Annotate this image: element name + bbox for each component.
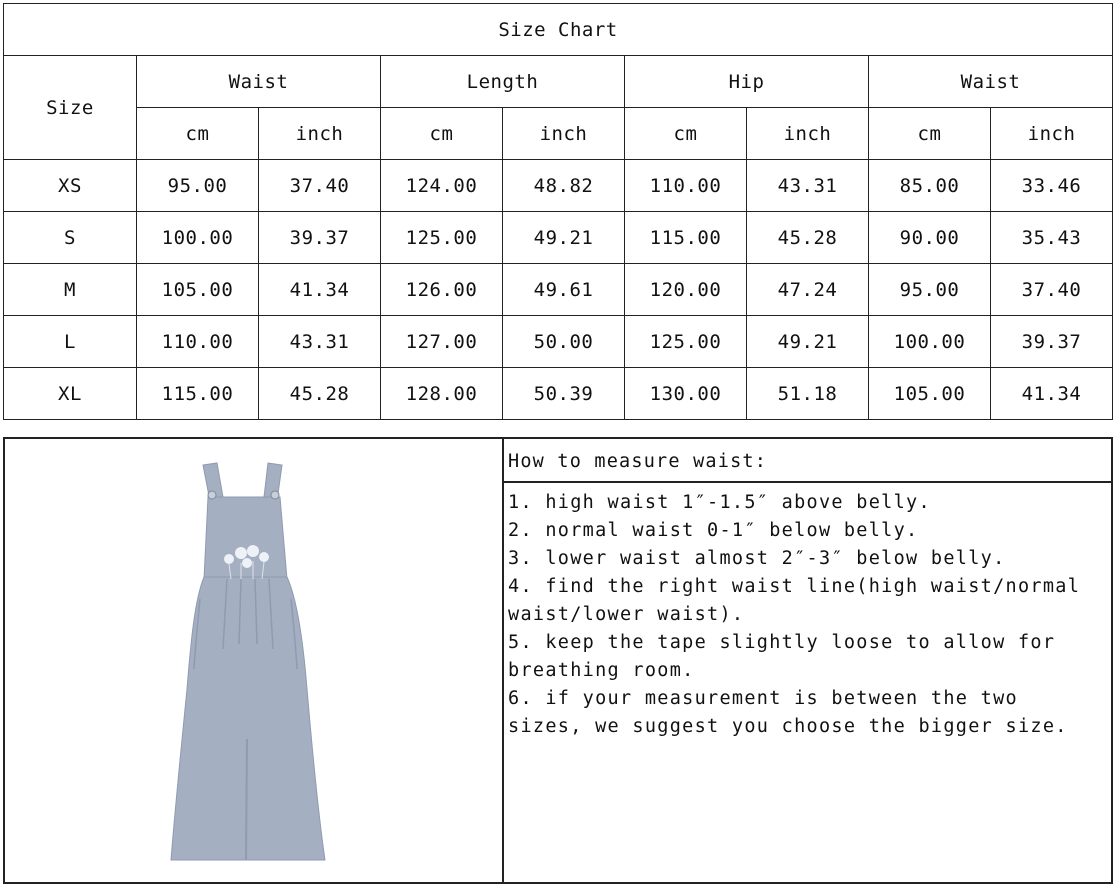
table-cell: 125.00 — [381, 212, 503, 264]
group-header-length: Length — [381, 56, 625, 108]
table-cell: 120.00 — [625, 264, 747, 316]
table-cell: 100.00 — [137, 212, 259, 264]
table-row — [4, 212, 1113, 264]
table-cell: 50.39 — [503, 368, 625, 420]
table-cell: 41.34 — [259, 264, 381, 316]
table-cell: 126.00 — [381, 264, 503, 316]
table-cell: 95.00 — [869, 264, 991, 316]
table-cell: 43.31 — [747, 160, 869, 212]
table-cell: 127.00 — [381, 316, 503, 368]
table-cell: 105.00 — [137, 264, 259, 316]
size-label: M — [4, 264, 137, 316]
table-cell: 37.40 — [991, 264, 1113, 316]
table-cell: 90.00 — [869, 212, 991, 264]
table-cell: 95.00 — [137, 160, 259, 212]
table-row — [4, 316, 1113, 368]
table-cell: 49.21 — [747, 316, 869, 368]
group-header-waist-2: Waist — [869, 56, 1113, 108]
unit-header: inch — [259, 108, 381, 160]
unit-header: cm — [625, 108, 747, 160]
table-cell: 35.43 — [991, 212, 1113, 264]
list-item: 5. keep the tape slightly loose to allow for breathing room. — [508, 632, 1056, 681]
table-cell: 49.21 — [503, 212, 625, 264]
table-cell: 47.24 — [747, 264, 869, 316]
product-image-panel — [5, 439, 504, 882]
table-cell: 43.31 — [259, 316, 381, 368]
table-cell: 100.00 — [869, 316, 991, 368]
unit-header: cm — [869, 108, 991, 160]
size-chart-table — [3, 3, 1113, 420]
table-row — [4, 264, 1113, 316]
chart-title: Size Chart — [4, 4, 1113, 56]
unit-header: inch — [503, 108, 625, 160]
list-item: 2. normal waist 0-1″ below belly. — [508, 520, 919, 541]
group-header-waist: Waist — [137, 56, 381, 108]
table-cell: 45.28 — [747, 212, 869, 264]
table-cell: 45.28 — [259, 368, 381, 420]
size-label: XS — [4, 160, 137, 212]
measure-instructions-list — [504, 483, 1111, 741]
measure-section — [3, 437, 1113, 884]
list-item: 4. find the right waist line(high waist/normal waist/lower waist). — [508, 576, 1081, 625]
unit-header: inch — [991, 108, 1113, 160]
list-item: 3. lower waist almost 2″-3″ below belly. — [508, 548, 1006, 569]
group-header-hip: Hip — [625, 56, 869, 108]
table-cell: 39.37 — [991, 316, 1113, 368]
measure-heading: How to measure waist: — [504, 439, 1111, 483]
unit-header: inch — [747, 108, 869, 160]
table-cell: 51.18 — [747, 368, 869, 420]
table-row — [4, 160, 1113, 212]
overalls-body — [171, 463, 325, 860]
table-cell: 49.61 — [503, 264, 625, 316]
table-cell: 130.00 — [625, 368, 747, 420]
table-cell: 48.82 — [503, 160, 625, 212]
unit-header: cm — [381, 108, 503, 160]
table-cell: 85.00 — [869, 160, 991, 212]
table-cell: 39.37 — [259, 212, 381, 264]
table-cell: 41.34 — [991, 368, 1113, 420]
table-row — [4, 368, 1113, 420]
size-label: L — [4, 316, 137, 368]
unit-header: cm — [137, 108, 259, 160]
table-cell: 110.00 — [137, 316, 259, 368]
size-label: S — [4, 212, 137, 264]
table-cell: 115.00 — [137, 368, 259, 420]
list-item: 1. high waist 1″-1.5″ above belly. — [508, 492, 931, 513]
table-cell: 128.00 — [381, 368, 503, 420]
table-cell: 50.00 — [503, 316, 625, 368]
size-column-header: Size — [4, 56, 137, 160]
table-cell: 33.46 — [991, 160, 1113, 212]
measure-instructions-panel — [504, 439, 1111, 882]
table-cell: 105.00 — [869, 368, 991, 420]
table-cell: 37.40 — [259, 160, 381, 212]
size-label: XL — [4, 368, 137, 420]
table-cell: 125.00 — [625, 316, 747, 368]
list-item: 6. if your measurement is between the two sizes, we suggest you choose the bigger size. — [508, 688, 1068, 737]
table-cell: 124.00 — [381, 160, 503, 212]
overalls-product-image — [5, 439, 502, 882]
table-cell: 110.00 — [625, 160, 747, 212]
table-cell: 115.00 — [625, 212, 747, 264]
